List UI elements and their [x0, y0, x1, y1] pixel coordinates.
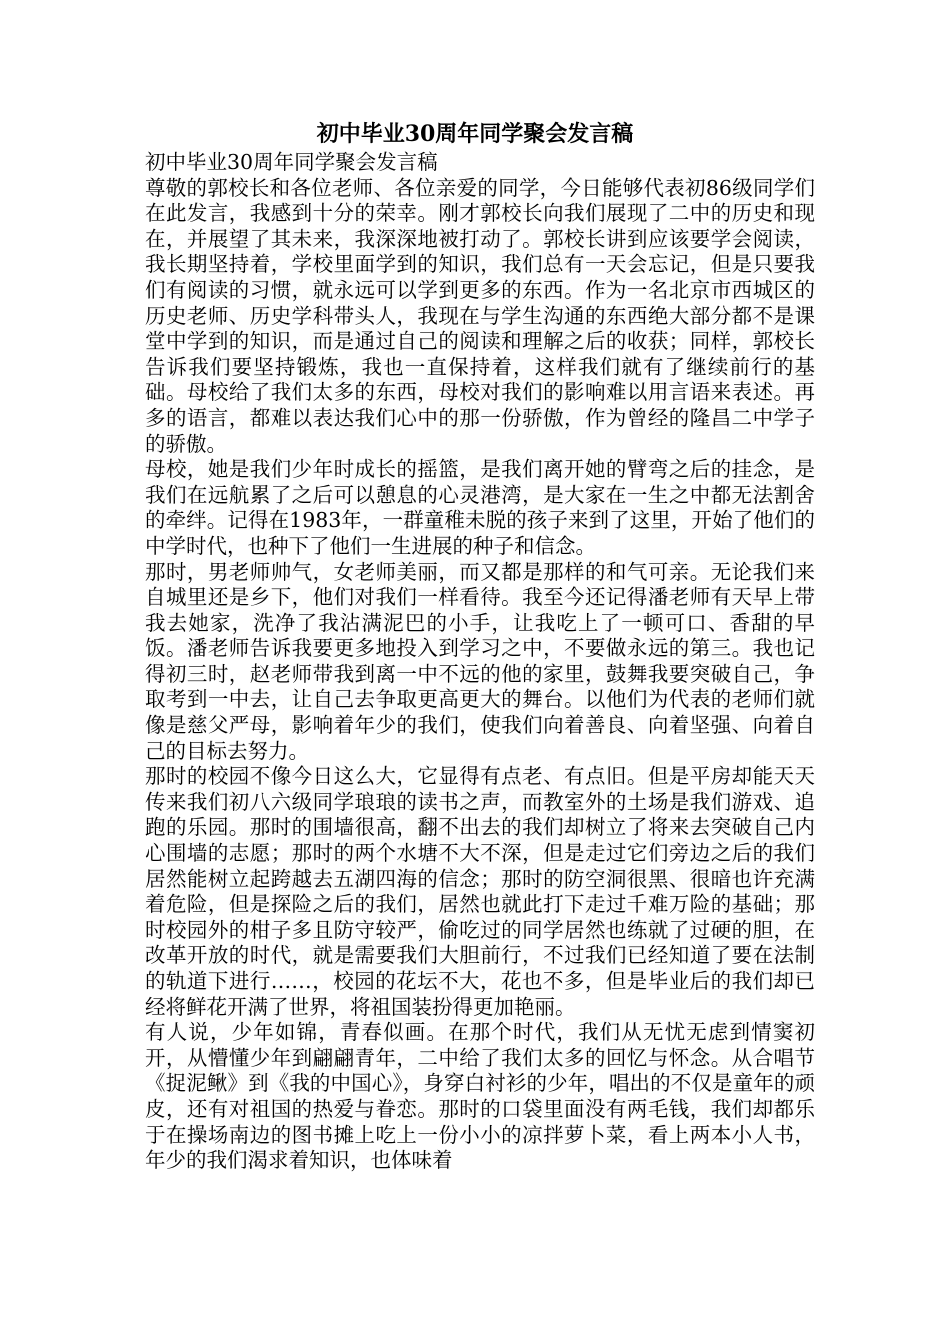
document-body	[145, 150, 815, 1174]
document-subtitle: 初中毕业30周年同学聚会发言稿	[145, 150, 438, 174]
paragraph: 那时的校园不像今日这么大，它显得有点老、有点旧。但是平房却能天天传来我们初八六级同学琅琅的读书之声，而教室外的土场是我们游戏、追跑的乐园。那时的围墙很高，翻不出去的我们却树立了将来去突破自己内心围墙的志愿；那时的两个水塘不大不深，但是走过它们旁边之后的我们居然能树立起跨越去五湖四海的信念；那时的防空洞很黑、很暗也许充满着危险，但是探险之后的我们，居然也就此打下走过千难万险的基础；那时校园外的柑子多且防守较严，偷吃过的同学居然也练就了过硬的胆，在改革开放的时代，就是需要我们大胆前行，不过我们已经知道了要在法制的轨道下进行……，校园的花坛不大，花也不多，但是毕业后的我们却已经将鲜花开满了世界，将祖国装扮得更加艳丽。	[145, 764, 815, 1019]
document-title: 初中毕业30周年同学聚会发言稿	[316, 121, 634, 147]
paragraph: 那时，男老师帅气，女老师美丽，而又都是那样的和气可亲。无论我们来自城里还是乡下，他们对我们一样看待。我至今还记得潘老师有天早上带我去她家，洗净了我沾满泥巴的小手，让我吃上了一顿可口、香甜的早饭。潘老师告诉我要更多地投入到学习之中，不要做永远的第三。我也记得初三时，赵老师带我到离一中不远的他的家里，鼓舞我要突破自己，争取考到一中去，让自己去争取更高更大的舞台。以他们为代表的老师们就像是慈父严母，影响着年少的我们，使我们向着善良、向着坚强、向着自己的目标去努力。	[145, 559, 815, 763]
paragraph: 母校，她是我们少年时成长的摇篮，是我们离开她的臂弯之后的挂念，是我们在远航累了之后可以憩息的心灵港湾，是大家在一生之中都无法割舍的牵绊。记得在1983年，一群童稚未脱的孩子来到了这里，开始了他们的中学时代，也种下了他们一生进展的种子和信念。	[145, 457, 815, 558]
paragraph: 有人说，少年如锦，青春似画。在那个时代，我们从无忧无虑到情窦初开，从懵懂少年到翩翩青年，二中给了我们太多的回忆与怀念。从合唱节《捉泥鳅》到《我的中国心》，身穿白衬衫的少年，唱出的不仅是童年的顽皮，还有对祖国的热爱与眷恋。那时的口袋里面没有两毛钱，我们却都乐于在操场南边的图书摊上吃上一份小小的凉拌萝卜菜，看上两本小人书，年少的我们渴求着知识，也体味着	[145, 1020, 815, 1173]
paragraph: 尊敬的郭校长和各位老师、各位亲爱的同学，今日能够代表初86级同学们在此发言，我感到十分的荣幸。刚才郭校长向我们展现了二中的历史和现在，并展望了其未来，我深深地被打动了。郭校长讲到应该要学会阅读，我长期坚持着，学校里面学到的知识，我们总有一天会忘记，但是只要我们有阅读的习惯，就永远可以学到更多的东西。作为一名北京市西城区的历史老师、历史学科带头人，我现在与学生沟通的东西绝大部分都不是课堂中学到的知识，而是通过自己的阅读和理解之后的收获；同样，郭校长告诉我们要坚持锻炼，我也一直保持着，这样我们就有了继续前行的基础。母校给了我们太多的东西，母校对我们的影响难以用言语来表述。再多的语言，都难以表达我们心中的那一份骄傲，作为曾经的隆昌二中学子的骄傲。	[145, 175, 815, 456]
